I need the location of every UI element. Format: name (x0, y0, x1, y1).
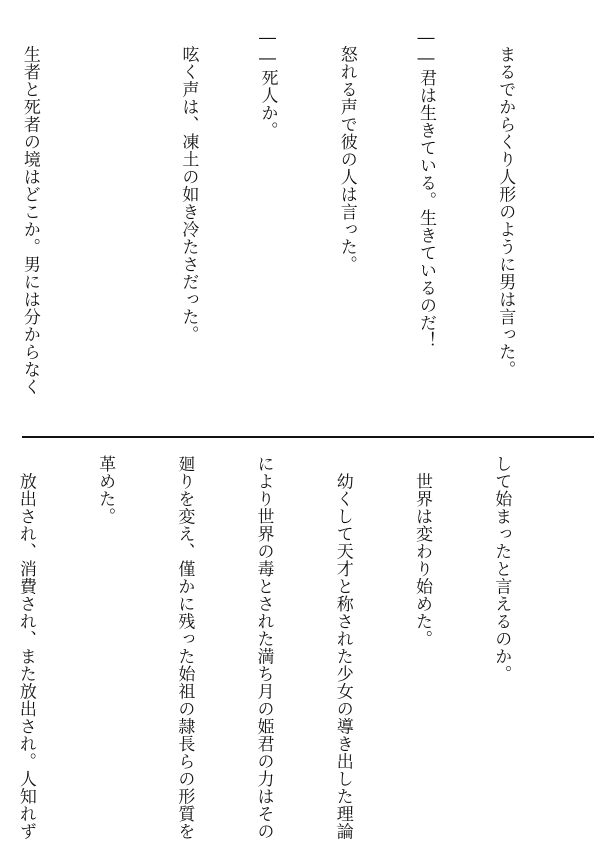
top-text-section (0, 28, 571, 428)
text-line: ――死人か。 (257, 28, 278, 139)
section-divider (22, 436, 594, 438)
text-line: ――君は生きている。生きているのだ！ (415, 28, 436, 349)
text-line: 幼くして天才と称された少女の導き出した理論 (332, 455, 353, 840)
text-line: 放出され、消費され、また放出され。人知れず (15, 455, 36, 840)
text-line: まるでからくり人形のように男は言った。 (495, 28, 516, 378)
text-line: により世界の毒とされた満ち月の姫君の力はその (253, 455, 274, 840)
text-line: 革めた。 (95, 455, 116, 525)
bottom-text-section (0, 455, 567, 840)
text-line: 廻りを変え、僅かに残った始祖の隷長らの形質を (174, 455, 195, 840)
text-line: して始まったと言えるのか。 (491, 455, 512, 683)
text-line: 世界は変わり始めた。 (411, 455, 432, 648)
blank-line (96, 28, 122, 428)
text-line: 呟く声は、凍土の如き冷たさだった。 (178, 28, 199, 343)
text-line: 怒れる声で彼の人は言った。 (336, 28, 357, 273)
text-line: 生者と死者の境はどこか。男には分からなく (19, 28, 40, 396)
